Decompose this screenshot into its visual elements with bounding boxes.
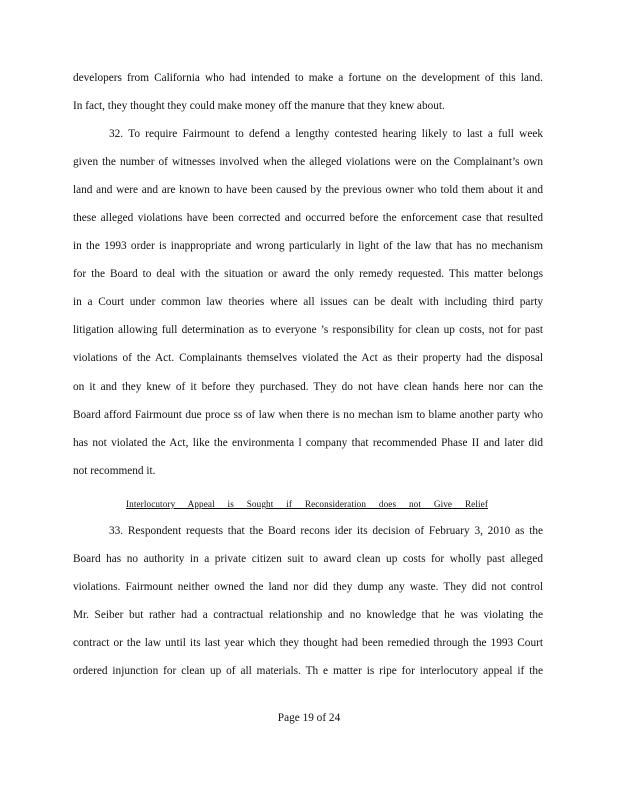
text-line: contract or the law until its last year which they thought had been remedied through the 1993 Court <box>73 636 543 649</box>
section-heading: Interlocutory Appeal is Sought if Reconsideration does not Give Relief <box>126 499 488 509</box>
text-line: not recommend it. <box>73 464 156 477</box>
text-line: has not violated the Act, like the environmenta l company that recommended Phase II and later did <box>73 436 543 449</box>
text-line: in the 1993 order is inappropriate and wrong particularly in light of the law that has no mechanism <box>73 240 543 253</box>
text-line: In fact, they thought they could make money off the manure that they knew about. <box>73 100 445 113</box>
text-line: land and were and are known to have been caused by the previous owner who told them about it and <box>73 184 543 197</box>
text-line: 32. To require Fairmount to defend a lengthy contested hearing likely to last a full week <box>109 128 543 141</box>
paragraph-continuation <box>73 64 543 120</box>
text-line: on it and they knew of it before they purchased. They do not have clean hands here nor can the <box>73 380 543 393</box>
text-line: violations. Fairmount neither owned the land nor did they dump any waste. They did not control <box>73 580 543 593</box>
text-line: developers from California who had intended to make a fortune on the development of this land. <box>73 72 543 84</box>
text-line: in a Court under common law theories where all issues can be dealt with including third party <box>73 296 543 309</box>
text-line: violations of the Act. Complainants themselves violated the Act as their property had the disposal <box>73 352 543 365</box>
text-line: for the Board to deal with the situation or award the only remedy requested. This matter belongs <box>73 268 543 281</box>
page-number: Page 19 of 24 <box>277 712 341 724</box>
text-line: 33. Respondent requests that the Board recons ider its decision of February 3, 2010 as the <box>109 524 543 537</box>
text-line: given the number of witnesses involved when the alleged violations were on the Complainant’s own <box>73 156 543 169</box>
text-line: these alleged violations have been corrected and occurred before the enforcement case that resulted <box>73 212 543 225</box>
text-line: Mr. Seiber but rather had a contractual relationship and no knowledge that he was violating the <box>73 608 543 621</box>
text-line: litigation allowing full determination as to everyone ’s responsibility for clean up costs, not for past <box>73 324 543 337</box>
text-line: Board afford Fairmount due proce ss of law when there is no mechan ism to blame another party who <box>73 408 543 421</box>
paragraph-32 <box>73 120 543 485</box>
text-line: Board has no authority in a private citizen suit to award clean up costs for wholly past alleged <box>73 552 543 565</box>
paragraph-33 <box>73 517 543 685</box>
text-line: ordered injunction for clean up of all materials. Th e matter is ripe for interlocutory appeal if the <box>73 664 543 677</box>
